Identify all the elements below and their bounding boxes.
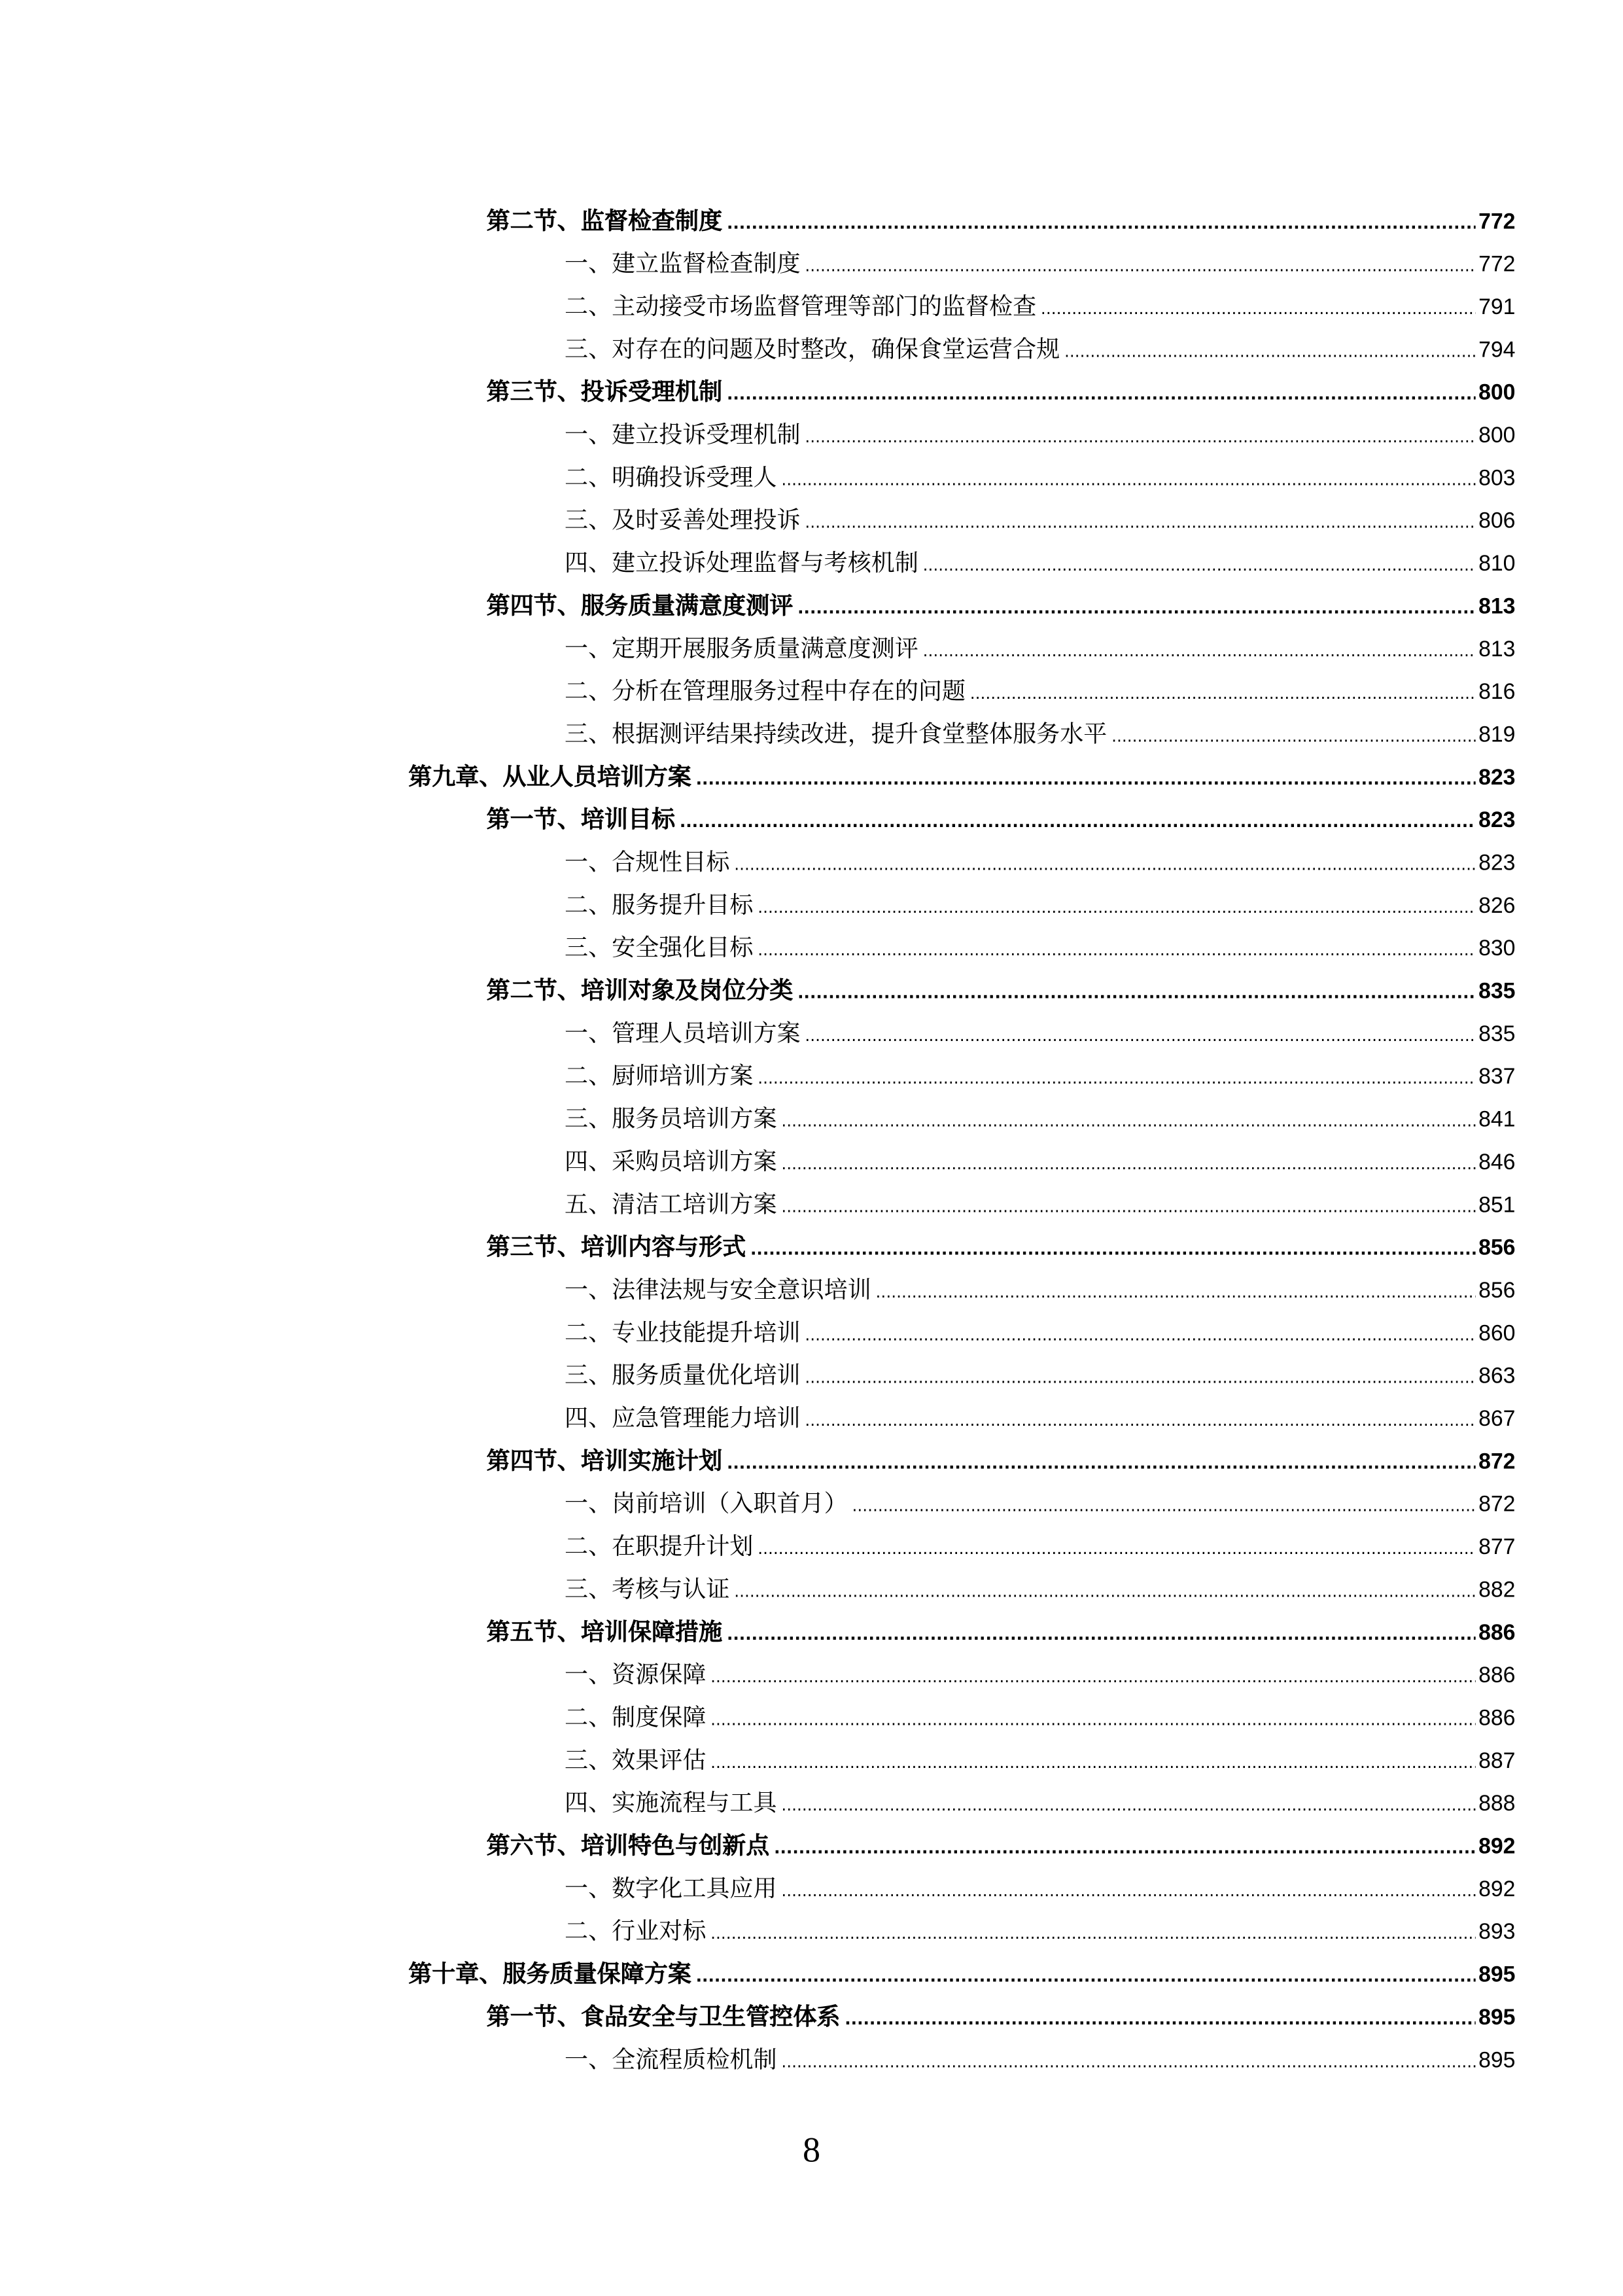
- toc-dot-leader: [805, 506, 1475, 541]
- toc-entry-title: 第三节、培训内容与形式: [486, 1232, 746, 1261]
- toc-item-entry[interactable]: [565, 1187, 1515, 1222]
- toc-entry-page-number: 888: [1478, 1791, 1516, 1817]
- toc-entry-title: 第一节、食品安全与卫生管控体系: [486, 2002, 841, 2030]
- toc-dot-leader: [805, 1318, 1475, 1354]
- toc-entry-page-number: 835: [1478, 979, 1516, 1004]
- toc-item-entry[interactable]: [565, 888, 1515, 923]
- toc-chapter-entry[interactable]: [408, 760, 1515, 795]
- toc-section-entry[interactable]: [487, 1229, 1516, 1265]
- toc-entry-title: 一、建立投诉受理机制: [565, 420, 801, 449]
- toc-dot-leader: [805, 1019, 1475, 1054]
- toc-entry-title: 三、及时妥善处理投诉: [565, 505, 801, 534]
- toc-item-entry[interactable]: [565, 1914, 1515, 1949]
- toc-item-entry[interactable]: [565, 1572, 1515, 1607]
- toc-entry-title: 四、采购员培训方案: [565, 1147, 777, 1175]
- toc-entry-page-number: 895: [1478, 1962, 1516, 1988]
- toc-entry-page-number: 846: [1478, 1150, 1516, 1175]
- toc-dot-leader: [805, 1361, 1475, 1396]
- toc-item-entry[interactable]: [565, 845, 1515, 880]
- toc-entry-page-number: 823: [1478, 765, 1516, 790]
- toc-dot-leader: [1064, 335, 1476, 370]
- toc-item-entry[interactable]: [565, 289, 1515, 325]
- toc-entry-page-number: 800: [1478, 423, 1516, 449]
- toc-item-entry[interactable]: [565, 332, 1515, 367]
- toc-item-entry[interactable]: [565, 1871, 1515, 1907]
- toc-item-entry[interactable]: [565, 1358, 1515, 1393]
- toc-dot-leader: [805, 249, 1475, 285]
- toc-entry-title: 四、实施流程与工具: [565, 1788, 777, 1817]
- toc-item-entry[interactable]: [565, 503, 1515, 538]
- toc-dot-leader: [781, 1190, 1475, 1225]
- toc-entry-title: 四、建立投诉处理监督与考核机制: [565, 548, 918, 577]
- toc-entry-title: 一、定期开展服务质量满意度测评: [565, 633, 918, 662]
- toc-entry-page-number: 826: [1478, 893, 1516, 919]
- toc-entry-page-number: 816: [1478, 679, 1516, 705]
- toc-dot-leader: [734, 848, 1475, 883]
- toc-item-entry[interactable]: [565, 246, 1515, 281]
- toc-entry-title: 三、服务员培训方案: [565, 1104, 777, 1133]
- toc-item-entry[interactable]: [565, 546, 1515, 581]
- toc-item-entry[interactable]: [565, 1401, 1515, 1436]
- toc-entry-page-number: 886: [1478, 1706, 1516, 1731]
- toc-dot-leader: [734, 1575, 1475, 1610]
- toc-entry-page-number: 886: [1478, 1663, 1516, 1689]
- toc-entry-title: 第九章、从业人员培训方案: [408, 762, 691, 790]
- toc-entry-page-number: 895: [1478, 2047, 1516, 2074]
- toc-dot-leader: [781, 1874, 1475, 1909]
- toc-entry-title: 第十章、服务质量保障方案: [408, 1959, 691, 1988]
- toc-entry-page-number: 856: [1478, 1278, 1516, 1304]
- toc-entry-page-number: 772: [1478, 209, 1516, 235]
- toc-entry-title: 二、行业对标: [565, 1916, 707, 1945]
- toc-entry-title: 一、管理人员培训方案: [565, 1019, 801, 1047]
- toc-entry-title: 三、效果评估: [565, 1746, 707, 1774]
- toc-entry-page-number: 872: [1478, 1492, 1516, 1517]
- toc-item-entry[interactable]: [565, 1315, 1515, 1351]
- toc-dot-leader: [758, 891, 1475, 926]
- toc-entry-page-number: 791: [1478, 294, 1516, 320]
- toc-entry-page-number: 863: [1478, 1364, 1516, 1389]
- toc-dot-leader: [805, 420, 1475, 455]
- toc-entry-page-number: 892: [1478, 1834, 1516, 1860]
- toc-item-entry[interactable]: [565, 1144, 1515, 1180]
- toc-entry-page-number: 841: [1478, 1107, 1516, 1133]
- toc-section-entry[interactable]: [487, 1443, 1516, 1479]
- toc-entry-page-number: 800: [1478, 380, 1516, 406]
- toc-dot-leader: [797, 592, 1475, 627]
- toc-entry-title: 三、对存在的问题及时整改，确保食堂运营合规: [565, 334, 1060, 363]
- toc-dot-leader: [696, 1960, 1476, 1995]
- toc-entry-title: 一、合规性目标: [565, 847, 730, 876]
- toc-entry-page-number: 851: [1478, 1193, 1516, 1218]
- toc-dot-leader: [758, 1061, 1475, 1097]
- toc-dot-leader: [852, 1489, 1476, 1525]
- toc-dot-leader: [696, 762, 1476, 798]
- toc-entry-page-number: 823: [1478, 807, 1516, 834]
- toc-item-entry[interactable]: [565, 1786, 1515, 1821]
- toc-item-entry[interactable]: [565, 674, 1515, 709]
- toc-entry-page-number: 813: [1478, 637, 1516, 662]
- toc-item-entry[interactable]: [565, 1059, 1515, 1094]
- toc-item-entry[interactable]: [565, 1743, 1515, 1778]
- toc-dot-leader: [758, 1532, 1475, 1567]
- toc-item-entry[interactable]: [565, 1529, 1515, 1564]
- toc-entry-page-number: 877: [1478, 1534, 1516, 1561]
- toc-dot-leader: [970, 677, 1476, 712]
- toc-section-entry[interactable]: [487, 1614, 1516, 1650]
- toc-entry-page-number: 772: [1478, 252, 1516, 277]
- toc-dot-leader: [710, 1916, 1475, 1952]
- toc-dot-leader: [781, 1788, 1475, 1824]
- toc-entry-page-number: 867: [1478, 1406, 1516, 1432]
- toc-dot-leader: [727, 378, 1476, 413]
- page-number: 8: [802, 2132, 821, 2171]
- toc-item-entry[interactable]: [565, 1273, 1515, 1308]
- toc-entry-title: 三、考核与认证: [565, 1574, 730, 1603]
- toc-dot-leader: [781, 1104, 1475, 1140]
- toc-entry-page-number: 895: [1478, 2005, 1516, 2030]
- toc-entry-title: 四、应急管理能力培训: [565, 1404, 801, 1432]
- toc-entry-title: 二、厨师培训方案: [565, 1061, 754, 1090]
- toc-entry-page-number: 886: [1478, 1620, 1516, 1646]
- toc-entry-title: 一、法律法规与安全意识培训: [565, 1275, 871, 1304]
- toc-entry-page-number: 860: [1478, 1321, 1516, 1347]
- toc-dot-leader: [727, 1447, 1476, 1482]
- toc-dot-leader: [1111, 720, 1475, 755]
- toc-item-entry[interactable]: [565, 1657, 1515, 1693]
- toc-entry-page-number: 837: [1478, 1064, 1516, 1090]
- toc-item-entry[interactable]: [565, 631, 1515, 666]
- toc-dot-leader: [710, 1746, 1475, 1781]
- toc-dot-leader: [797, 976, 1475, 1012]
- toc-entry-title: 三、服务质量优化培训: [565, 1360, 801, 1389]
- toc-entry-page-number: 882: [1478, 1578, 1516, 1603]
- toc-section-entry[interactable]: [487, 203, 1516, 239]
- toc-dot-leader: [680, 805, 1476, 840]
- toc-entry-title: 第三节、投诉受理机制: [486, 377, 723, 406]
- toc-entry-title: 第六节、培训特色与创新点: [486, 1831, 770, 1860]
- toc-item-entry[interactable]: [565, 417, 1515, 453]
- toc-entry-title: 第二节、监督检查制度: [486, 206, 723, 235]
- toc-dot-leader: [781, 2045, 1475, 2080]
- toc-dot-leader: [710, 1660, 1475, 1695]
- toc-entry-title: 一、建立监督检查制度: [565, 249, 801, 277]
- toc-entry-title: 三、安全强化目标: [565, 933, 754, 962]
- toc-section-entry[interactable]: [487, 973, 1516, 1008]
- toc-entry-page-number: 887: [1478, 1748, 1516, 1774]
- toc-section-entry[interactable]: [487, 802, 1516, 838]
- toc-entry-page-number: 803: [1478, 466, 1516, 491]
- toc-entry-title: 第二节、培训对象及岗位分类: [486, 976, 794, 1004]
- toc-entry-page-number: 830: [1478, 936, 1516, 962]
- toc-dot-leader: [781, 1147, 1475, 1182]
- toc-entry-title: 第五节、培训保障措施: [486, 1617, 723, 1646]
- toc-item-entry[interactable]: [565, 1486, 1515, 1521]
- toc-entry-title: 二、主动接受市场监督管理等部门的监督检查: [565, 292, 1037, 320]
- toc-chapter-entry[interactable]: [408, 1956, 1515, 1992]
- toc-dot-leader: [781, 463, 1475, 499]
- toc-dot-leader: [876, 1275, 1476, 1311]
- toc-dot-leader: [845, 2002, 1475, 2038]
- toc-entry-title: 五、清洁工培训方案: [565, 1190, 777, 1218]
- toc-item-entry[interactable]: [565, 460, 1515, 495]
- toc-entry-page-number: 806: [1478, 508, 1516, 534]
- toc-entry-title: 二、服务提升目标: [565, 891, 754, 919]
- toc-item-entry[interactable]: [565, 1700, 1515, 1735]
- toc-entry-title: 三、根据测评结果持续改进，提升食堂整体服务水平: [565, 719, 1108, 748]
- toc-section-entry[interactable]: [487, 1828, 1516, 1863]
- toc-dot-leader: [923, 548, 1476, 584]
- toc-section-entry[interactable]: [487, 374, 1516, 410]
- toc-entry-title: 二、专业技能提升培训: [565, 1318, 801, 1347]
- toc-entry-page-number: 813: [1478, 594, 1516, 620]
- toc-entry-title: 二、分析在管理服务过程中存在的问题: [565, 677, 966, 705]
- toc-entry-title: 第四节、服务质量满意度测评: [486, 591, 794, 620]
- toc-item-entry[interactable]: [565, 1101, 1515, 1137]
- toc-entry-page-number: 835: [1478, 1021, 1516, 1047]
- toc-entry-title: 一、数字化工具应用: [565, 1874, 777, 1902]
- toc-entry-title: 二、在职提升计划: [565, 1532, 754, 1561]
- toc-entry-page-number: 892: [1478, 1877, 1516, 1902]
- toc-entry-page-number: 794: [1478, 338, 1516, 363]
- toc-dot-leader: [923, 634, 1476, 669]
- toc-entry-page-number: 893: [1478, 1919, 1516, 1945]
- toc-entry-title: 二、制度保障: [565, 1703, 707, 1731]
- toc-entry-page-number: 819: [1478, 722, 1516, 748]
- toc-dot-leader: [727, 1617, 1476, 1653]
- toc-item-entry[interactable]: [565, 2042, 1515, 2077]
- toc-entry-title: 二、明确投诉受理人: [565, 463, 777, 491]
- toc-item-entry[interactable]: [565, 1016, 1515, 1051]
- toc-dot-leader: [1041, 292, 1476, 327]
- toc-dot-leader: [805, 1404, 1475, 1439]
- toc-entry-page-number: 823: [1478, 851, 1516, 876]
- toc-entry-title: 一、岗前培训（入职首月）: [565, 1489, 848, 1517]
- toc-dot-leader: [710, 1703, 1475, 1739]
- toc-item-entry[interactable]: [565, 716, 1515, 752]
- toc-section-entry[interactable]: [487, 588, 1516, 624]
- toc-dot-leader: [774, 1831, 1476, 1867]
- toc-entry-page-number: 856: [1478, 1235, 1516, 1261]
- toc-entry-page-number: 810: [1478, 551, 1516, 577]
- toc-section-entry[interactable]: [487, 2000, 1516, 2035]
- toc-entry-page-number: 872: [1478, 1449, 1516, 1475]
- toc-dot-leader: [750, 1233, 1476, 1268]
- toc-entry-title: 一、资源保障: [565, 1660, 707, 1689]
- toc-entry-title: 一、全流程质检机制: [565, 2045, 777, 2074]
- toc-item-entry[interactable]: [565, 930, 1515, 966]
- toc-dot-leader: [727, 206, 1476, 241]
- toc-dot-leader: [758, 933, 1475, 968]
- toc-entry-title: 第四节、培训实施计划: [486, 1446, 723, 1475]
- toc-entry-title: 第一节、培训目标: [486, 805, 676, 834]
